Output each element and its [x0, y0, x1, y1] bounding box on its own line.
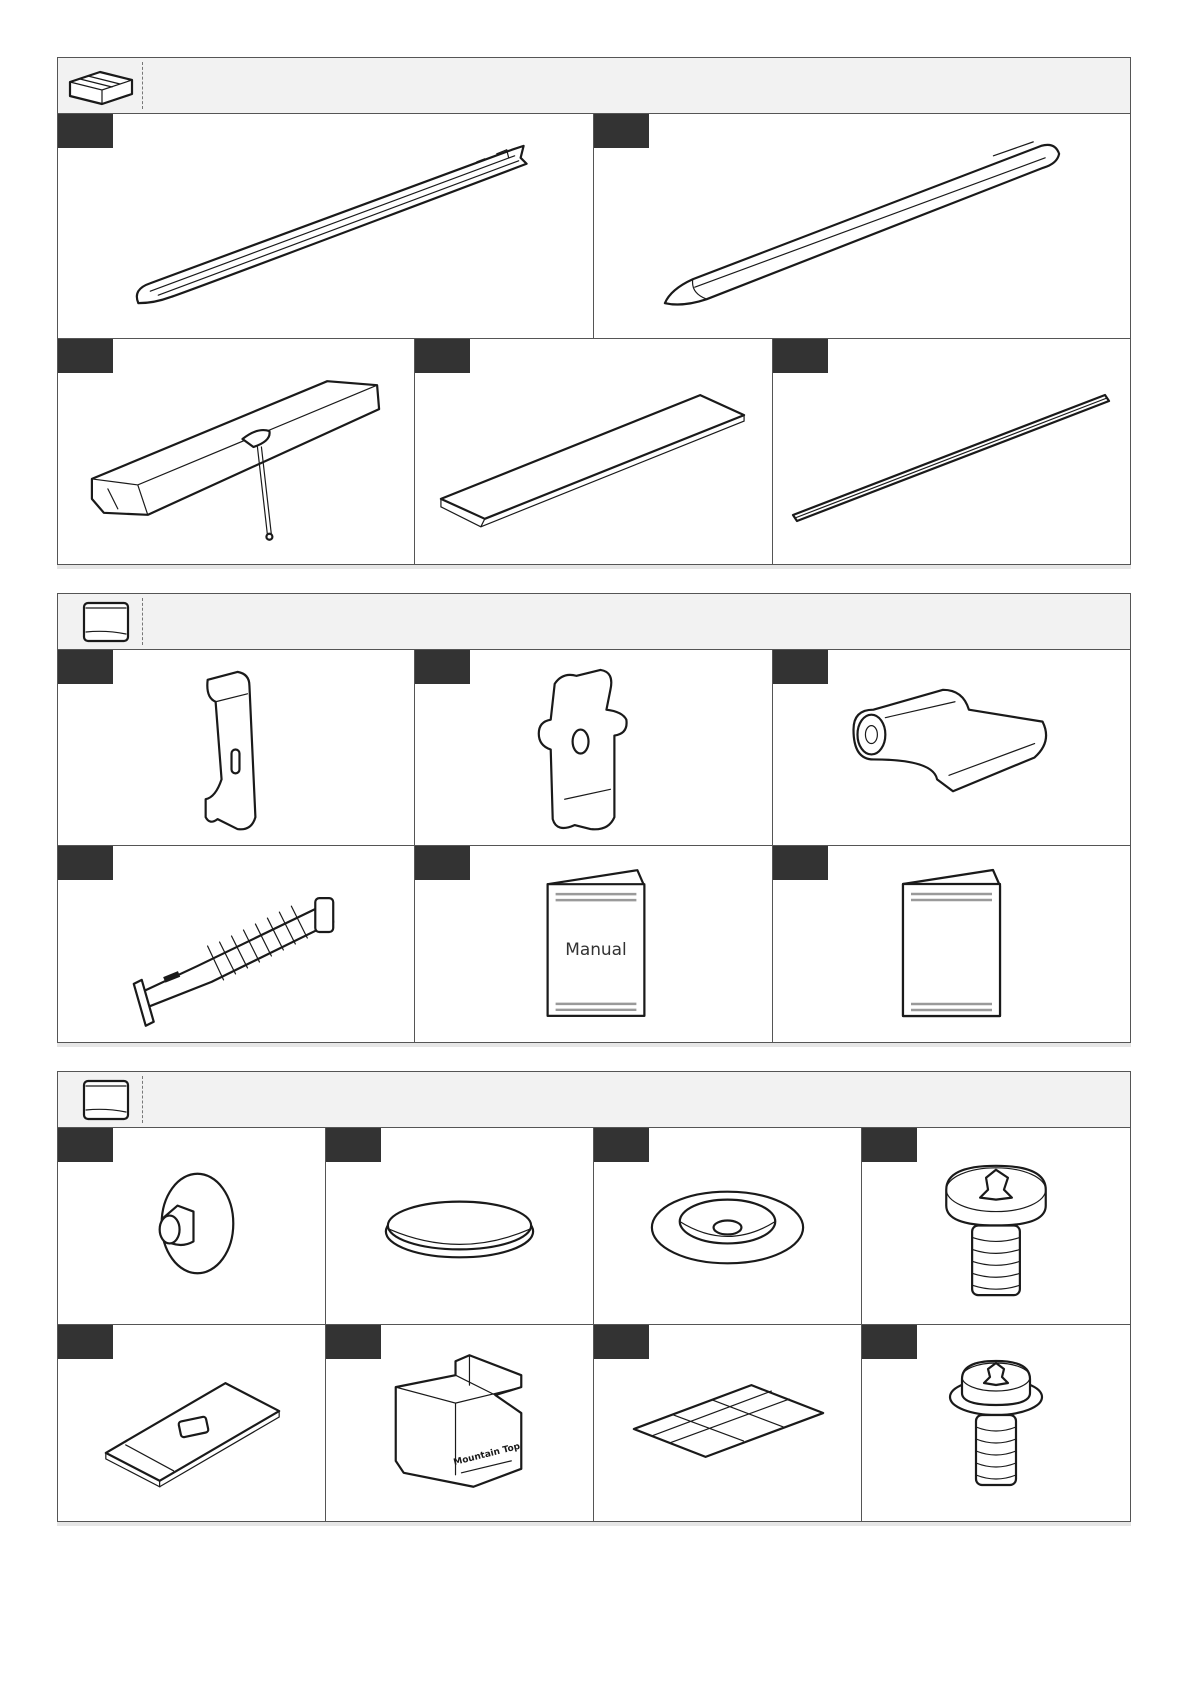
part-cell-hinge: [773, 650, 1130, 846]
section-bag-parts-2: [57, 1071, 1131, 1522]
manual-icon: [415, 846, 772, 1042]
knob-icon: [58, 1128, 325, 1324]
part-cell-spring-rod: [58, 846, 415, 1042]
section-bag-parts-1: [57, 593, 1131, 1043]
section-header: [58, 1072, 1130, 1128]
section-header: [58, 594, 1130, 650]
tool-logo-text: Mountain Top: [452, 1441, 522, 1469]
booklet-icon: [773, 846, 1130, 1042]
cassette-icon: [58, 339, 414, 564]
rail-icon: [58, 114, 593, 338]
clip-icon: [58, 650, 414, 845]
section-large-parts: [57, 57, 1131, 565]
part-cell-felt-pads: [594, 1325, 862, 1521]
part-cell-clip: [58, 650, 415, 846]
seal-strip-icon: [773, 339, 1130, 564]
part-cell-bracket: [415, 650, 773, 846]
cover-rail-icon: [594, 114, 1130, 338]
part-cell-flange-screw: [862, 1325, 1130, 1521]
part-cell-knob: [58, 1128, 326, 1325]
section-header: [58, 58, 1130, 114]
screw-icon: [862, 1128, 1130, 1324]
box-icon: [66, 64, 136, 108]
spring-rod-icon: [58, 846, 414, 1042]
washer-icon: [594, 1128, 861, 1324]
manual-cover-text: Manual: [565, 938, 627, 959]
bracket-icon: [415, 650, 772, 845]
flange-screw-icon: [862, 1325, 1130, 1521]
tool-icon: [326, 1325, 593, 1521]
part-cell-washer: [594, 1128, 862, 1325]
part-cell-pad: [58, 1325, 326, 1521]
part-cell-screw: [862, 1128, 1130, 1325]
part-cell-cover-rail: [594, 114, 1130, 339]
part-cell-seal-strip: [773, 339, 1130, 564]
part-cell-cassette: [58, 339, 415, 564]
part-cell-plate: [415, 339, 773, 564]
part-cell-tool: [326, 1325, 594, 1521]
cap-icon: [326, 1128, 593, 1324]
bag-icon: [66, 1078, 136, 1122]
hinge-icon: [773, 650, 1130, 845]
bag-icon: [66, 600, 136, 644]
felt-pads-icon: [594, 1325, 861, 1521]
part-cell-booklet: [773, 846, 1130, 1042]
part-cell-manual: [415, 846, 773, 1042]
plate-icon: [415, 339, 772, 564]
part-cell-rail: [58, 114, 594, 339]
part-cell-cap: [326, 1128, 594, 1325]
pad-icon: [58, 1325, 325, 1521]
